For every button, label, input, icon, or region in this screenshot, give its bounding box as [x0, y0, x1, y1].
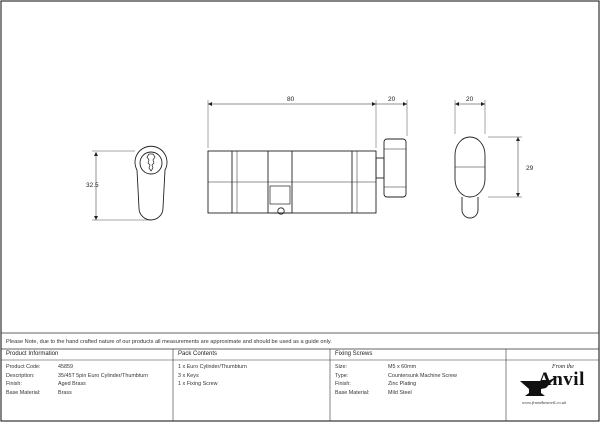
- screw-finish-label: Finish:: [335, 381, 351, 388]
- product-code-label: Product Code:: [6, 364, 41, 370]
- screw-size-value: M5 x 60mm: [388, 364, 417, 370]
- dim-side-depth: 20: [466, 96, 474, 103]
- description-label: Description:: [6, 372, 35, 379]
- logo-from-the: From the: [552, 364, 574, 370]
- finish-value: Aged Brass: [58, 381, 86, 388]
- screw-size-label: Size:: [335, 364, 347, 370]
- product-info-heading: Product Information: [6, 351, 59, 357]
- product-info-values: [58, 363, 148, 397]
- screw-type-label: Type:: [335, 372, 349, 379]
- logo-url: www.fromtheanvil.co.uk: [522, 400, 567, 405]
- fixing-screws-labels: [335, 363, 369, 397]
- dim-turn-offset: 20: [388, 96, 396, 103]
- base-material-label: Base Material:: [6, 389, 41, 396]
- product-code-value: 45859: [58, 364, 73, 370]
- side-view: [208, 100, 407, 214]
- description-value: 35/45T 5pin Euro Cylinder/Thumbturn: [58, 372, 149, 379]
- info-table: [2, 349, 598, 420]
- product-info-labels: [6, 363, 40, 397]
- pack-item: 1 x Euro Cylinder/Thumbturn: [178, 364, 247, 370]
- dim-side-height: 29: [526, 165, 534, 172]
- fixing-screws-heading: Fixing Screws: [335, 351, 373, 357]
- logo-brand: Anvil: [538, 369, 585, 390]
- screw-type-value: Countersunk Machine Screw: [388, 372, 457, 379]
- disclaimer-note: Please Note, due to the hand crafted nature of our products all measurements are approximate and should be used as a guide only.: [6, 339, 332, 345]
- pack-contents-list: [178, 363, 247, 389]
- screw-material-value: Mild Steel: [388, 389, 412, 396]
- base-material-value: Brass: [58, 389, 72, 396]
- screw-finish-value: Zinc Plating: [388, 381, 417, 388]
- front-view: [92, 146, 167, 220]
- pack-item: 3 x Keys: [178, 372, 199, 379]
- screw-material-label: Base Material:: [335, 389, 370, 396]
- fixing-screws-values: [388, 363, 457, 397]
- finish-label: Finish:: [6, 381, 22, 388]
- end-view: [455, 100, 522, 218]
- dim-front-height: 32.5: [86, 182, 99, 189]
- pack-contents-heading: Pack Contents: [178, 351, 218, 357]
- pack-item: 1 x Fixing Screw: [178, 381, 218, 388]
- dim-overall-length: 80: [287, 96, 295, 103]
